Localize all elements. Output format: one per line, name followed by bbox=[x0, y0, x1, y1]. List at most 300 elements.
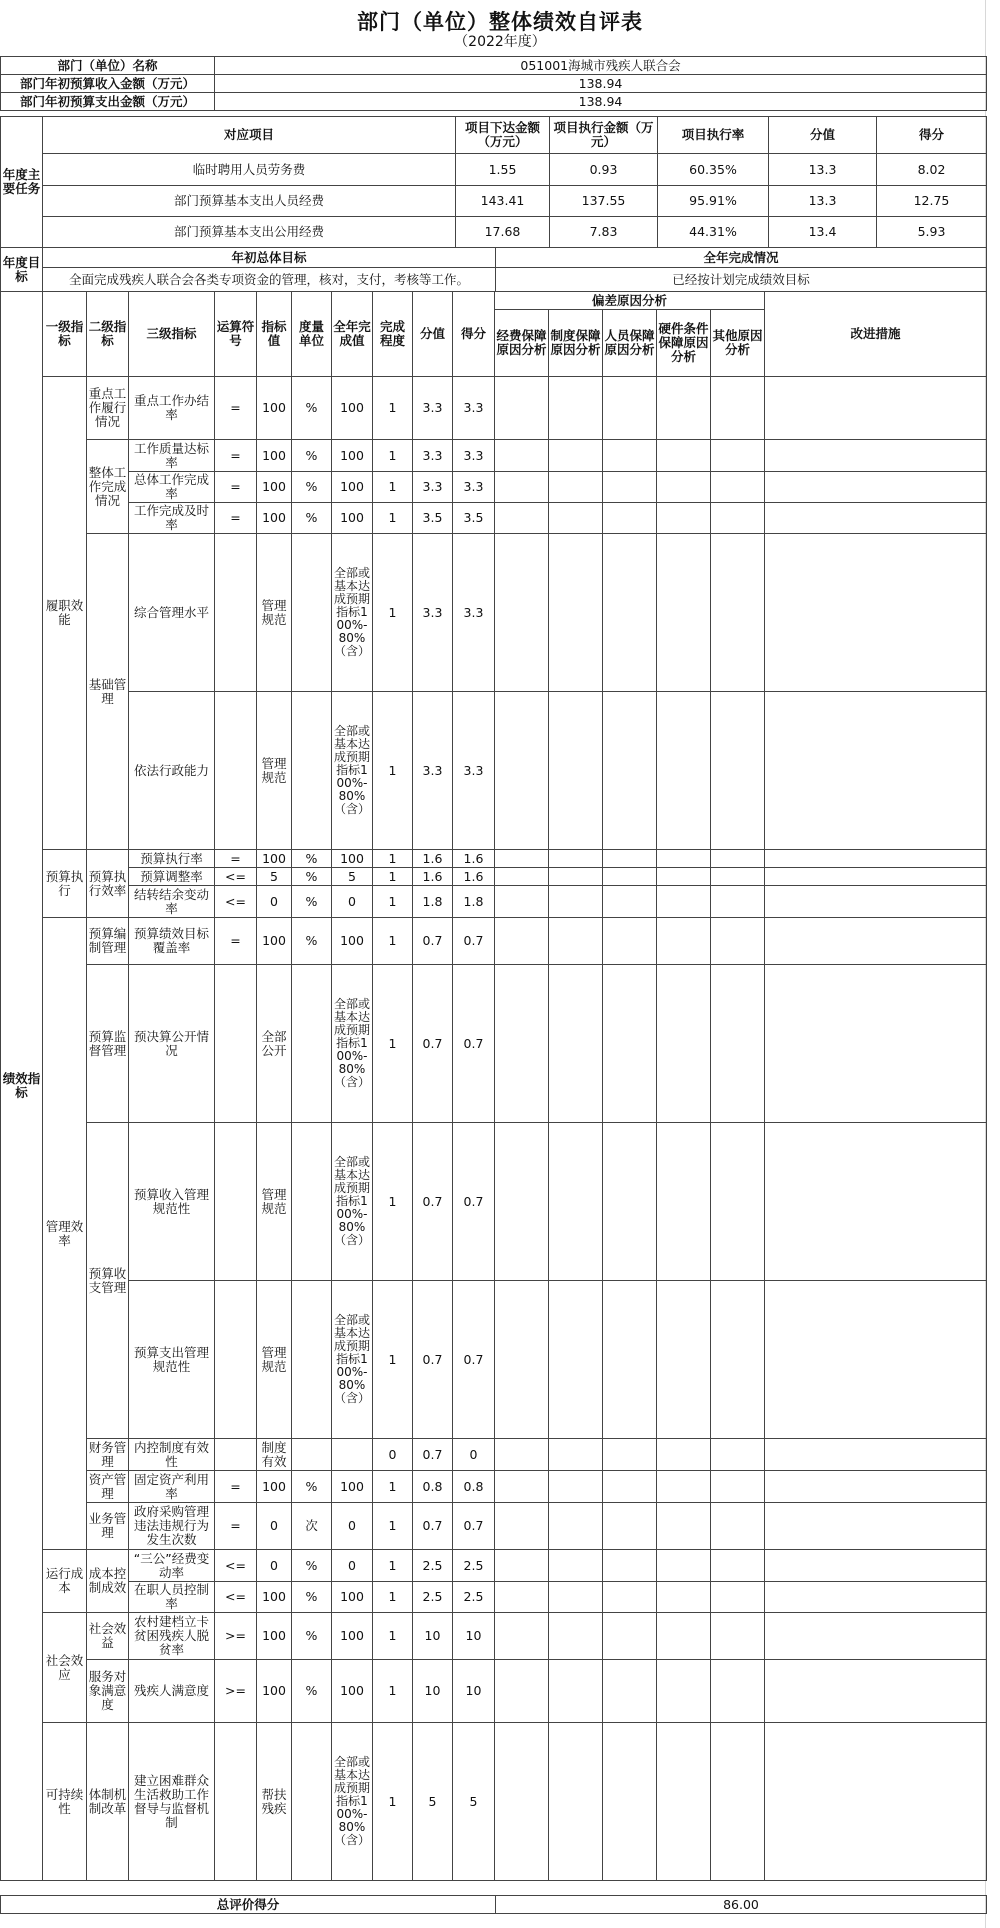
operator-cell bbox=[215, 1281, 257, 1439]
level2-cell: 重点工作履行情况 bbox=[87, 377, 129, 440]
blank-cell bbox=[711, 1471, 765, 1503]
task-row bbox=[1, 186, 987, 217]
blank-cell bbox=[603, 1582, 657, 1613]
blank-cell bbox=[657, 692, 711, 850]
actual-cell: 100 bbox=[332, 850, 373, 868]
deviation-header: 偏差原因分析 bbox=[495, 292, 765, 310]
level2-cell: 整体工作完成情况 bbox=[87, 440, 129, 534]
target-cell: 100 bbox=[257, 1660, 292, 1723]
task-cell: 13.3 bbox=[769, 186, 877, 217]
blank-cell bbox=[765, 1613, 987, 1660]
operator-cell bbox=[215, 965, 257, 1123]
actual-cell: 0 bbox=[332, 886, 373, 918]
blank-cell bbox=[657, 503, 711, 534]
blank-cell bbox=[765, 472, 987, 503]
blank-cell bbox=[765, 1582, 987, 1613]
weight-cell: 10 bbox=[413, 1660, 453, 1723]
blank-cell bbox=[549, 534, 603, 692]
score-cell: 3.3 bbox=[453, 377, 495, 440]
blank-cell bbox=[495, 965, 549, 1123]
unit-cell: % bbox=[292, 472, 332, 503]
weight-cell: 0.7 bbox=[413, 1123, 453, 1281]
indicators-table bbox=[0, 291, 987, 1881]
target-cell: 100 bbox=[257, 440, 292, 472]
level1-cell: 运行成本 bbox=[43, 1550, 87, 1613]
table-row bbox=[1, 472, 987, 503]
blank-cell bbox=[711, 965, 765, 1123]
blank-cell bbox=[765, 1471, 987, 1503]
level1-cell: 社会效应 bbox=[43, 1613, 87, 1723]
level3-cell: 在职人员控制率 bbox=[129, 1582, 215, 1613]
table-row bbox=[1, 965, 987, 1123]
ind-header: 经费保障原因分析 bbox=[495, 310, 549, 377]
level3-cell: 依法行政能力 bbox=[129, 692, 215, 850]
ind-header: 改进措施 bbox=[765, 292, 987, 377]
blank-cell bbox=[603, 377, 657, 440]
blank-cell bbox=[603, 472, 657, 503]
degree-cell: 0 bbox=[373, 1439, 413, 1471]
target-cell: 100 bbox=[257, 850, 292, 868]
blank-cell bbox=[549, 1281, 603, 1439]
level3-cell: 内控制度有效性 bbox=[129, 1439, 215, 1471]
tasks-side-label: 年度主要任务 bbox=[1, 117, 43, 248]
degree-cell: 1 bbox=[373, 965, 413, 1123]
operator-cell: = bbox=[215, 472, 257, 503]
blank-cell bbox=[495, 850, 549, 868]
table-row bbox=[1, 1723, 987, 1881]
blank-cell bbox=[495, 918, 549, 965]
blank-cell bbox=[495, 1613, 549, 1660]
degree-cell: 1 bbox=[373, 440, 413, 472]
blank-cell bbox=[495, 1281, 549, 1439]
blank-cell bbox=[657, 1471, 711, 1503]
blank-cell bbox=[711, 1123, 765, 1281]
task-cell: 部门预算基本支出公用经费 bbox=[43, 217, 456, 248]
weight-cell: 1.6 bbox=[413, 850, 453, 868]
ind-header: 制度保障原因分析 bbox=[549, 310, 603, 377]
blank-cell bbox=[603, 692, 657, 850]
blank-cell bbox=[711, 534, 765, 692]
blank-cell bbox=[711, 1660, 765, 1723]
blank-cell bbox=[603, 440, 657, 472]
level1-cell: 预算执行 bbox=[43, 850, 87, 918]
task-cell: 17.68 bbox=[456, 217, 550, 248]
level3-cell: 预算执行率 bbox=[129, 850, 215, 868]
blank-cell bbox=[495, 503, 549, 534]
operator-cell: <= bbox=[215, 1550, 257, 1582]
unit-cell bbox=[292, 534, 332, 692]
blank-cell bbox=[549, 965, 603, 1123]
unit-cell bbox=[292, 692, 332, 850]
blank-cell bbox=[603, 1550, 657, 1582]
blank-cell bbox=[657, 868, 711, 886]
level3-cell: 农村建档立卡贫困残疾人脱贫率 bbox=[129, 1613, 215, 1660]
degree-cell: 1 bbox=[373, 1503, 413, 1550]
table-row bbox=[1, 1503, 987, 1550]
unit-cell: % bbox=[292, 868, 332, 886]
task-cell: 7.83 bbox=[550, 217, 658, 248]
degree-cell: 1 bbox=[373, 1550, 413, 1582]
goal-left-header: 年初总体目标 bbox=[43, 248, 496, 268]
target-cell: 100 bbox=[257, 1471, 292, 1503]
target-cell: 管理规范 bbox=[257, 534, 292, 692]
degree-cell: 1 bbox=[373, 534, 413, 692]
blank-cell bbox=[495, 534, 549, 692]
page-title: 部门（单位）整体绩效自评表 bbox=[357, 10, 643, 34]
task-cell: 95.91% bbox=[658, 186, 769, 217]
task-cell: 临时聘用人员劳务费 bbox=[43, 154, 456, 186]
target-cell: 0 bbox=[257, 1503, 292, 1550]
unit-cell: % bbox=[292, 886, 332, 918]
score-cell: 2.5 bbox=[453, 1582, 495, 1613]
blank-cell bbox=[657, 440, 711, 472]
table-row bbox=[1, 1123, 987, 1281]
degree-cell: 1 bbox=[373, 692, 413, 850]
actual-cell: 100 bbox=[332, 503, 373, 534]
blank-cell bbox=[603, 503, 657, 534]
blank-cell bbox=[603, 1123, 657, 1281]
degree-cell: 1 bbox=[373, 886, 413, 918]
blank-cell bbox=[603, 918, 657, 965]
blank-cell bbox=[549, 377, 603, 440]
unit-cell bbox=[292, 1281, 332, 1439]
blank-cell bbox=[495, 1471, 549, 1503]
target-cell: 100 bbox=[257, 1613, 292, 1660]
blank-cell bbox=[711, 1503, 765, 1550]
level3-cell: “三公”经费变动率 bbox=[129, 1550, 215, 1582]
table-row bbox=[1, 886, 987, 918]
score-cell: 0.7 bbox=[453, 1281, 495, 1439]
task-cell: 5.93 bbox=[877, 217, 987, 248]
level1-cell: 管理效率 bbox=[43, 918, 87, 1550]
operator-cell: <= bbox=[215, 886, 257, 918]
weight-cell: 3.3 bbox=[413, 472, 453, 503]
level2-cell: 资产管理 bbox=[87, 1471, 129, 1503]
blank-cell bbox=[549, 472, 603, 503]
blank-cell bbox=[711, 886, 765, 918]
blank-cell bbox=[711, 1723, 765, 1881]
blank-cell bbox=[657, 1582, 711, 1613]
level3-cell: 工作质量达标率 bbox=[129, 440, 215, 472]
level2-cell: 预算监督管理 bbox=[87, 965, 129, 1123]
unit-cell: % bbox=[292, 503, 332, 534]
blank-cell bbox=[603, 850, 657, 868]
score-cell: 2.5 bbox=[453, 1550, 495, 1582]
actual-cell: 100 bbox=[332, 440, 373, 472]
table-row bbox=[1, 1613, 987, 1660]
weight-cell: 0.8 bbox=[413, 1471, 453, 1503]
goal-right-text: 已经按计划完成绩效目标 bbox=[496, 268, 987, 292]
score-cell: 3.3 bbox=[453, 692, 495, 850]
weight-cell: 3.3 bbox=[413, 692, 453, 850]
blank-cell bbox=[765, 1123, 987, 1281]
blank-cell bbox=[657, 1281, 711, 1439]
ind-header: 得分 bbox=[453, 292, 495, 377]
dept-name-label: 部门（单位）名称 bbox=[1, 57, 215, 75]
indicators-side-label: 绩效指标 bbox=[1, 292, 43, 1881]
actual-cell: 0 bbox=[332, 1503, 373, 1550]
blank-cell bbox=[657, 1439, 711, 1471]
score-cell: 0.7 bbox=[453, 1123, 495, 1281]
actual-cell: 100 bbox=[332, 1613, 373, 1660]
score-cell: 10 bbox=[453, 1613, 495, 1660]
blank-cell bbox=[549, 868, 603, 886]
level2-cell: 预算收支管理 bbox=[87, 1123, 129, 1439]
level2-cell: 体制机制改革 bbox=[87, 1723, 129, 1881]
actual-cell: 全部或基本达成预期指标100%-80%（含） bbox=[332, 1123, 373, 1281]
blank-cell bbox=[711, 1613, 765, 1660]
weight-cell: 3.3 bbox=[413, 377, 453, 440]
blank-cell bbox=[549, 1550, 603, 1582]
total-value: 86.00 bbox=[496, 1896, 987, 1914]
blank-cell bbox=[549, 918, 603, 965]
actual-cell: 100 bbox=[332, 1660, 373, 1723]
blank-cell bbox=[495, 868, 549, 886]
blank-cell bbox=[657, 918, 711, 965]
operator-cell bbox=[215, 1439, 257, 1471]
level2-cell: 预算编制管理 bbox=[87, 918, 129, 965]
blank-cell bbox=[765, 886, 987, 918]
operator-cell: = bbox=[215, 850, 257, 868]
degree-cell: 1 bbox=[373, 472, 413, 503]
score-cell: 0.8 bbox=[453, 1471, 495, 1503]
task-header: 对应项目 bbox=[43, 117, 456, 154]
target-cell: 制度有效 bbox=[257, 1439, 292, 1471]
blank-cell bbox=[657, 1613, 711, 1660]
blank-cell bbox=[765, 1723, 987, 1881]
blank-cell bbox=[711, 868, 765, 886]
unit-cell: 次 bbox=[292, 1503, 332, 1550]
operator-cell: = bbox=[215, 440, 257, 472]
score-cell: 1.6 bbox=[453, 868, 495, 886]
degree-cell: 1 bbox=[373, 1613, 413, 1660]
blank-cell bbox=[495, 1439, 549, 1471]
level1-cell: 履职效能 bbox=[43, 377, 87, 850]
operator-cell bbox=[215, 1123, 257, 1281]
actual-cell: 5 bbox=[332, 868, 373, 886]
blank-cell bbox=[603, 886, 657, 918]
blank-cell bbox=[765, 850, 987, 868]
task-cell: 143.41 bbox=[456, 186, 550, 217]
degree-cell: 1 bbox=[373, 1582, 413, 1613]
blank-cell bbox=[549, 1123, 603, 1281]
target-cell: 帮扶残疾 bbox=[257, 1723, 292, 1881]
unit-cell: % bbox=[292, 1471, 332, 1503]
goal-table bbox=[0, 247, 987, 292]
blank-cell bbox=[603, 1439, 657, 1471]
ind-header: 度量单位 bbox=[292, 292, 332, 377]
blank-cell bbox=[495, 472, 549, 503]
blank-cell bbox=[711, 850, 765, 868]
degree-cell: 1 bbox=[373, 1471, 413, 1503]
blank-cell bbox=[765, 534, 987, 692]
ind-header: 其他原因分析 bbox=[711, 310, 765, 377]
blank-cell bbox=[549, 1613, 603, 1660]
operator-cell: >= bbox=[215, 1660, 257, 1723]
weight-cell: 0.7 bbox=[413, 1439, 453, 1471]
blank-cell bbox=[603, 1613, 657, 1660]
blank-cell bbox=[765, 918, 987, 965]
blank-cell bbox=[603, 965, 657, 1123]
income-value: 138.94 bbox=[215, 75, 987, 93]
task-header: 分值 bbox=[769, 117, 877, 154]
operator-cell: = bbox=[215, 503, 257, 534]
target-cell: 5 bbox=[257, 868, 292, 886]
blank-cell bbox=[711, 1281, 765, 1439]
level3-cell: 建立困难群众生活救助工作督导与监督机制 bbox=[129, 1723, 215, 1881]
level3-cell: 总体工作完成率 bbox=[129, 472, 215, 503]
blank-cell bbox=[549, 1439, 603, 1471]
blank-cell bbox=[765, 868, 987, 886]
blank-cell bbox=[603, 1281, 657, 1439]
blank-cell bbox=[603, 1723, 657, 1881]
level3-cell: 残疾人满意度 bbox=[129, 1660, 215, 1723]
operator-cell: <= bbox=[215, 1582, 257, 1613]
level3-cell: 政府采购管理违法违规行为发生次数 bbox=[129, 1503, 215, 1550]
task-cell: 137.55 bbox=[550, 186, 658, 217]
blank-cell bbox=[495, 1503, 549, 1550]
blank-cell bbox=[549, 850, 603, 868]
level3-cell: 工作完成及时率 bbox=[129, 503, 215, 534]
blank-cell bbox=[765, 503, 987, 534]
table-row bbox=[1, 1550, 987, 1582]
table-row bbox=[1, 503, 987, 534]
score-cell: 0.7 bbox=[453, 1503, 495, 1550]
target-cell: 管理规范 bbox=[257, 1281, 292, 1439]
table-row bbox=[1, 1660, 987, 1723]
table-row bbox=[1, 1439, 987, 1471]
weight-cell: 5 bbox=[413, 1723, 453, 1881]
operator-cell bbox=[215, 534, 257, 692]
unit-cell: % bbox=[292, 440, 332, 472]
blank-cell bbox=[603, 1660, 657, 1723]
ind-header: 一级指标 bbox=[43, 292, 87, 377]
blank-cell bbox=[657, 1550, 711, 1582]
blank-cell bbox=[711, 472, 765, 503]
table-row bbox=[1, 918, 987, 965]
score-cell: 0.7 bbox=[453, 965, 495, 1123]
blank-cell bbox=[603, 868, 657, 886]
blank-cell bbox=[657, 1660, 711, 1723]
score-cell: 1.8 bbox=[453, 886, 495, 918]
degree-cell: 1 bbox=[373, 918, 413, 965]
blank-cell bbox=[603, 1503, 657, 1550]
weight-cell: 1.8 bbox=[413, 886, 453, 918]
actual-cell: 100 bbox=[332, 1471, 373, 1503]
unit-cell: % bbox=[292, 1613, 332, 1660]
actual-cell: 100 bbox=[332, 472, 373, 503]
task-cell: 13.4 bbox=[769, 217, 877, 248]
level2-cell: 社会效益 bbox=[87, 1613, 129, 1660]
level3-cell: 预算绩效目标覆盖率 bbox=[129, 918, 215, 965]
blank-cell bbox=[495, 692, 549, 850]
ind-header: 人员保障原因分析 bbox=[603, 310, 657, 377]
operator-cell: = bbox=[215, 377, 257, 440]
weight-cell: 3.3 bbox=[413, 534, 453, 692]
task-row bbox=[1, 154, 987, 186]
blank-cell bbox=[765, 692, 987, 850]
unit-cell bbox=[292, 1439, 332, 1471]
operator-cell bbox=[215, 1723, 257, 1881]
task-cell: 44.31% bbox=[658, 217, 769, 248]
target-cell: 0 bbox=[257, 886, 292, 918]
unit-cell: % bbox=[292, 1660, 332, 1723]
weight-cell: 0.7 bbox=[413, 1503, 453, 1550]
actual-cell: 100 bbox=[332, 918, 373, 965]
task-cell: 8.02 bbox=[877, 154, 987, 186]
blank-cell bbox=[603, 1471, 657, 1503]
blank-cell bbox=[711, 503, 765, 534]
degree-cell: 1 bbox=[373, 1660, 413, 1723]
actual-cell: 全部或基本达成预期指标100%-80%（含） bbox=[332, 965, 373, 1123]
level2-cell: 基础管理 bbox=[87, 534, 129, 850]
expense-label: 部门年初预算支出金额（万元） bbox=[1, 93, 215, 111]
blank-cell bbox=[657, 886, 711, 918]
blank-cell bbox=[549, 886, 603, 918]
target-cell: 100 bbox=[257, 377, 292, 440]
degree-cell: 1 bbox=[373, 868, 413, 886]
ind-header: 完成程度 bbox=[373, 292, 413, 377]
blank-cell bbox=[549, 1503, 603, 1550]
actual-cell: 100 bbox=[332, 1582, 373, 1613]
table-row bbox=[1, 534, 987, 692]
unit-cell bbox=[292, 1123, 332, 1281]
target-cell: 100 bbox=[257, 918, 292, 965]
score-cell: 3.3 bbox=[453, 472, 495, 503]
level3-cell: 综合管理水平 bbox=[129, 534, 215, 692]
weight-cell: 2.5 bbox=[413, 1582, 453, 1613]
operator-cell: = bbox=[215, 1503, 257, 1550]
unit-cell: % bbox=[292, 850, 332, 868]
task-header: 项目执行金额（万元） bbox=[550, 117, 658, 154]
actual-cell: 全部或基本达成预期指标100%-80%（含） bbox=[332, 1281, 373, 1439]
blank-cell bbox=[657, 1123, 711, 1281]
level3-cell: 预决算公开情况 bbox=[129, 965, 215, 1123]
table-row bbox=[1, 850, 987, 868]
operator-cell bbox=[215, 692, 257, 850]
score-cell: 3.3 bbox=[453, 534, 495, 692]
dept-name-value: 051001海城市残疾人联合会 bbox=[215, 57, 987, 75]
blank-cell bbox=[549, 1471, 603, 1503]
task-cell: 13.3 bbox=[769, 154, 877, 186]
blank-cell bbox=[657, 1723, 711, 1881]
blank-cell bbox=[711, 1550, 765, 1582]
blank-cell bbox=[657, 965, 711, 1123]
operator-cell: = bbox=[215, 1471, 257, 1503]
level2-cell: 财务管理 bbox=[87, 1439, 129, 1471]
weight-cell: 1.6 bbox=[413, 868, 453, 886]
blank-cell bbox=[711, 440, 765, 472]
blank-cell bbox=[711, 918, 765, 965]
task-row bbox=[1, 217, 987, 248]
blank-cell bbox=[603, 534, 657, 692]
target-cell: 100 bbox=[257, 472, 292, 503]
task-cell: 60.35% bbox=[658, 154, 769, 186]
goal-left-text: 全面完成残疾人联合会各类专项资金的管理，核对，支付，考核等工作。 bbox=[43, 268, 496, 292]
blank-cell bbox=[495, 1723, 549, 1881]
weight-cell: 0.7 bbox=[413, 1281, 453, 1439]
target-cell: 管理规范 bbox=[257, 1123, 292, 1281]
ind-header: 运算符号 bbox=[215, 292, 257, 377]
score-cell: 0.7 bbox=[453, 918, 495, 965]
level2-cell: 业务管理 bbox=[87, 1503, 129, 1550]
degree-cell: 1 bbox=[373, 503, 413, 534]
table-row bbox=[1, 1281, 987, 1439]
level3-cell: 结转结余变动率 bbox=[129, 886, 215, 918]
task-cell: 12.75 bbox=[877, 186, 987, 217]
degree-cell: 1 bbox=[373, 1723, 413, 1881]
level3-cell: 预算支出管理规范性 bbox=[129, 1281, 215, 1439]
